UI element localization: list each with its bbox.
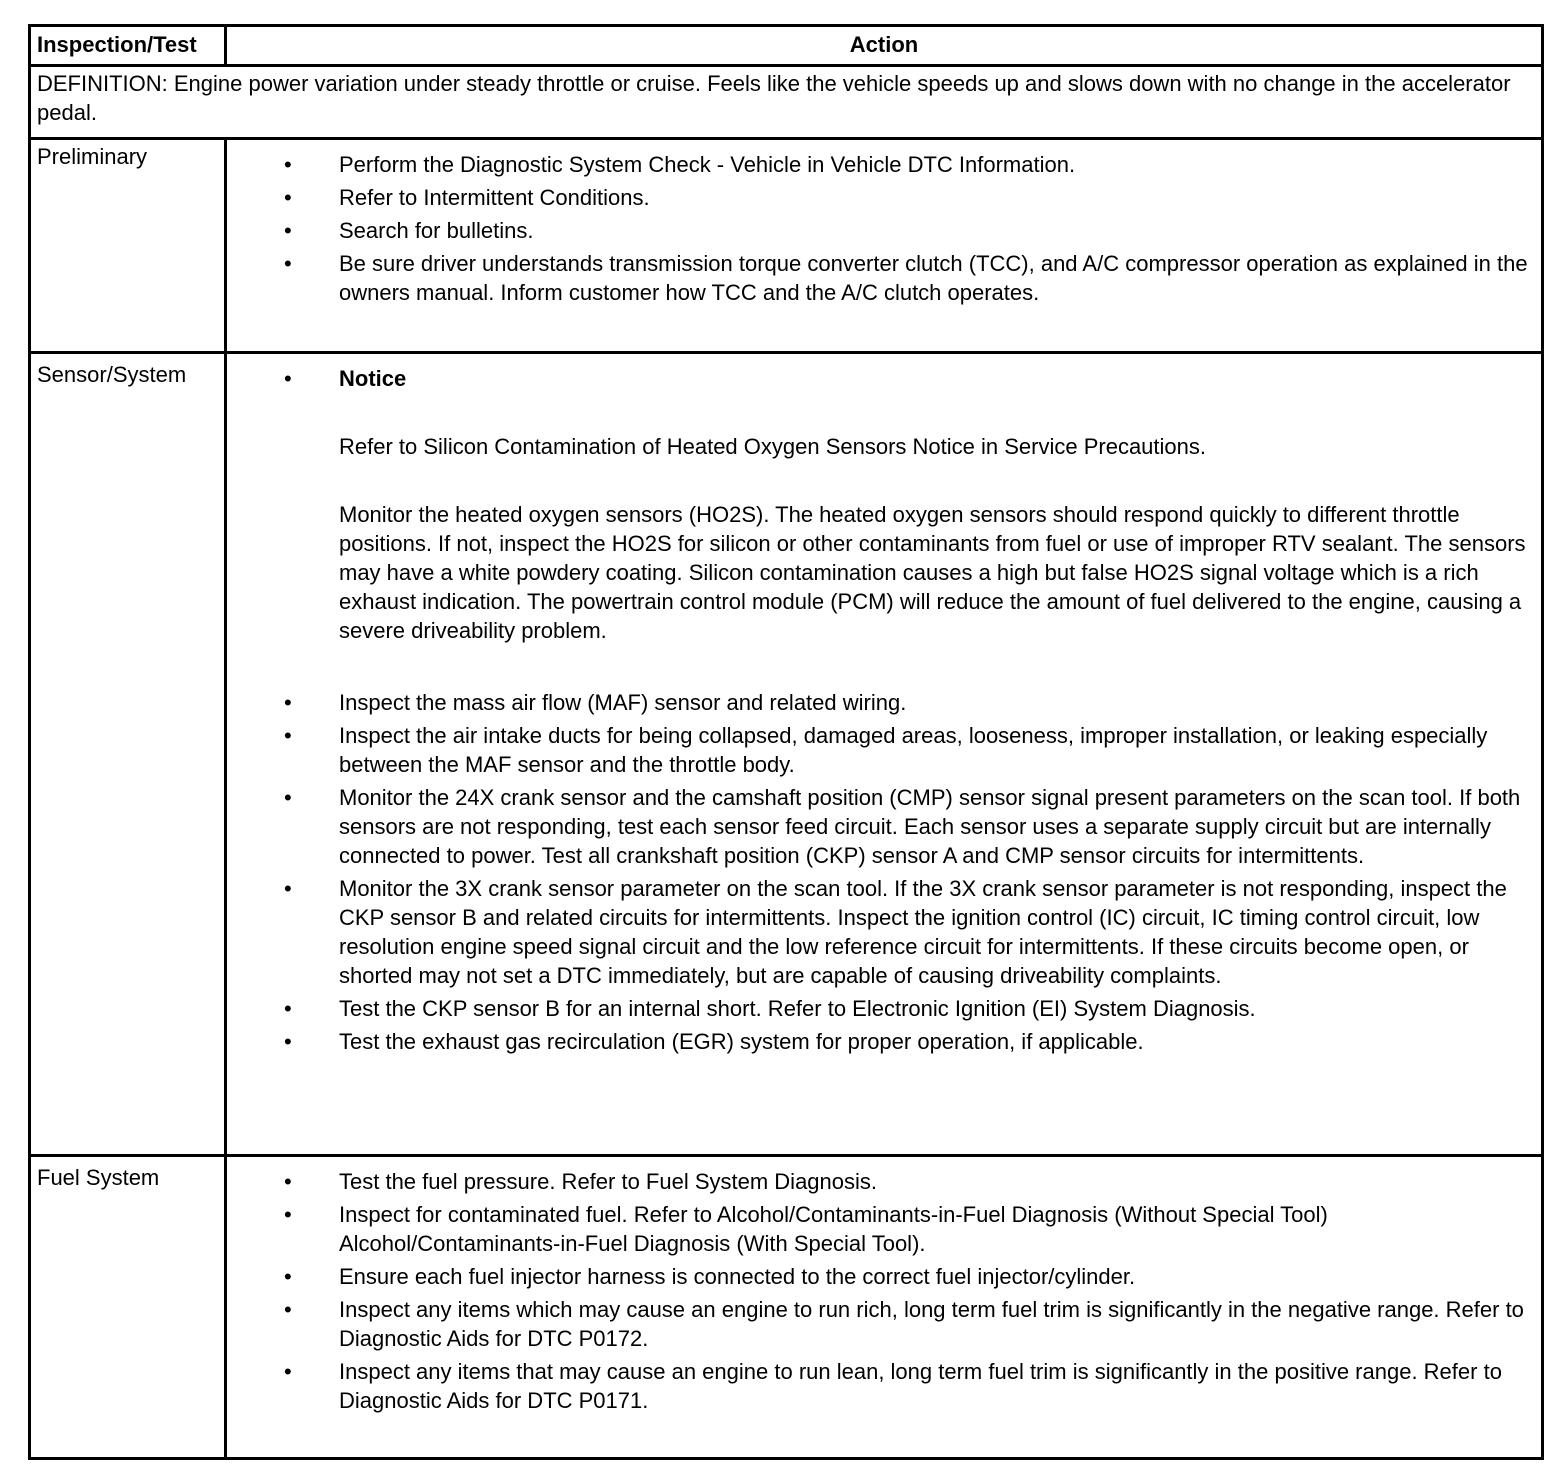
row-label: Preliminary xyxy=(30,139,226,353)
list-item xyxy=(284,150,1535,179)
item-text: Perform the Diagnostic System Check - Vehicle in Vehicle DTC Information. xyxy=(339,152,1076,177)
item-text: Inspect any items which may cause an engine to run rich, long term fuel trim is significantly in the negative range. Refer to Diagnostic Aids for DTC P0172. xyxy=(339,1297,1524,1351)
bullet-icon: • xyxy=(284,1297,292,1322)
list-item xyxy=(284,874,1535,990)
header-action: Action xyxy=(226,26,1543,66)
bullet-icon: • xyxy=(284,251,292,276)
item-text: Inspect any items that may cause an engine to run lean, long term fuel trim is significantly in the positive range. Refer to Diagnostic Aids for DTC P0171. xyxy=(339,1359,1502,1413)
list-item xyxy=(284,1262,1535,1291)
item-text: Inspect for contaminated fuel. Refer to Alcohol/Contaminants-in-Fuel Diagnosis (Without Special Tool) Alcohol/Contaminants-in-Fuel Diagnosis (With Special Tool). xyxy=(339,1202,1328,1256)
bullet-icon: • xyxy=(284,185,292,210)
action-list xyxy=(233,1167,1535,1415)
item-text: Search for bulletins. xyxy=(339,218,534,243)
list-item xyxy=(284,783,1535,870)
action-list xyxy=(233,150,1535,307)
item-text: Inspect the mass air flow (MAF) sensor and related wiring. xyxy=(339,690,907,715)
definition-row xyxy=(30,66,1543,139)
row-actions xyxy=(226,353,1543,1156)
list-item xyxy=(284,216,1535,245)
list-item xyxy=(284,994,1535,1023)
diagnostic-table xyxy=(28,24,1544,1460)
item-text: Test the fuel pressure. Refer to Fuel System Diagnosis. xyxy=(339,1169,878,1194)
list-item xyxy=(284,721,1535,779)
bullet-icon: • xyxy=(284,876,292,901)
notice-reference: Refer to Silicon Contamination of Heated Oxygen Sensors Notice in Service Precautions. xyxy=(339,434,1206,459)
action-list xyxy=(233,364,1535,1056)
bullet-icon: • xyxy=(284,1029,292,1054)
item-text: Ensure each fuel injector harness is connected to the correct fuel injector/cylinder. xyxy=(339,1264,1136,1289)
row-actions xyxy=(226,139,1543,353)
table-row xyxy=(30,1156,1543,1459)
bullet-icon: • xyxy=(284,1264,292,1289)
item-text: Test the exhaust gas recirculation (EGR) system for proper operation, if applicable. xyxy=(339,1029,1144,1054)
header-inspection: Inspection/Test xyxy=(30,26,226,66)
bullet-icon: • xyxy=(284,723,292,748)
list-item xyxy=(284,1167,1535,1196)
item-text: Inspect the air intake ducts for being collapsed, damaged areas, looseness, improper installation, or leaking especially between the MAF sensor and the throttle body. xyxy=(339,723,1488,777)
row-label: Fuel System xyxy=(30,1156,226,1459)
list-item xyxy=(284,183,1535,212)
list-item xyxy=(284,688,1535,717)
item-text: Monitor the 3X crank sensor parameter on the scan tool. If the 3X crank sensor parameter is not responding, inspect the CKP sensor B and related circuits for intermittents. Inspect the ignition control (IC) circuit, IC timing control circuit, low resolution engine speed signal circuit and the low reference circuit for intermittents. If these circuits become open, or shorted may not set a DTC immediately, but are capable of causing driveability complaints. xyxy=(339,876,1507,988)
notice-body: Monitor the heated oxygen sensors (HO2S). The heated oxygen sensors should respond quickly to different throttle positions. If not, inspect the HO2S for silicon or other contaminants from fuel or use of improper RTV sealant. The sensors may have a white powdery coating. Silicon contamination causes a high but false HO2S signal voltage which is a rich exhaust indication. The powertrain control module (PCM) will reduce the amount of fuel delivered to the engine, causing a severe driveability problem. xyxy=(339,502,1526,643)
notice-item xyxy=(284,364,1535,684)
bullet-icon: • xyxy=(284,785,292,810)
list-item xyxy=(284,249,1535,307)
list-item xyxy=(284,1200,1535,1258)
bullet-icon: • xyxy=(284,152,292,177)
item-text: Refer to Intermittent Conditions. xyxy=(339,185,650,210)
item-text: Be sure driver understands transmission torque converter clutch (TCC), and A/C compressor operation as explained in the owners manual. Inform customer how TCC and the A/C clutch operates. xyxy=(339,251,1528,305)
bullet-icon: • xyxy=(284,218,292,243)
bullet-icon: • xyxy=(284,1202,292,1227)
definition-text: DEFINITION: Engine power variation under steady throttle or cruise. Feels like the vehicle speeds up and slows down with no change in the accelerator pedal. xyxy=(30,66,1543,139)
table-row xyxy=(30,353,1543,1156)
header-row xyxy=(30,26,1543,66)
row-actions xyxy=(226,1156,1543,1459)
bullet-icon: • xyxy=(284,366,292,391)
bullet-icon: • xyxy=(284,996,292,1021)
notice-title: Notice xyxy=(339,366,407,391)
bullet-icon: • xyxy=(284,1169,292,1194)
bullet-icon: • xyxy=(284,690,292,715)
list-item xyxy=(284,1357,1535,1415)
list-item xyxy=(284,1295,1535,1353)
table-row xyxy=(30,139,1543,353)
item-text: Monitor the 24X crank sensor and the camshaft position (CMP) sensor signal present parameters on the scan tool. If both sensors are not responding, test each sensor feed circuit. Each sensor uses a separate supply circuit but are internally connected to power. Test all crankshaft position (CKP) sensor A and CMP sensor circuits for intermittents. xyxy=(339,785,1521,868)
item-text: Test the CKP sensor B for an internal short. Refer to Electronic Ignition (EI) System Diagnosis. xyxy=(339,996,1256,1021)
row-label: Sensor/System xyxy=(30,353,226,1156)
bullet-icon: • xyxy=(284,1359,292,1384)
list-item xyxy=(284,1027,1535,1056)
